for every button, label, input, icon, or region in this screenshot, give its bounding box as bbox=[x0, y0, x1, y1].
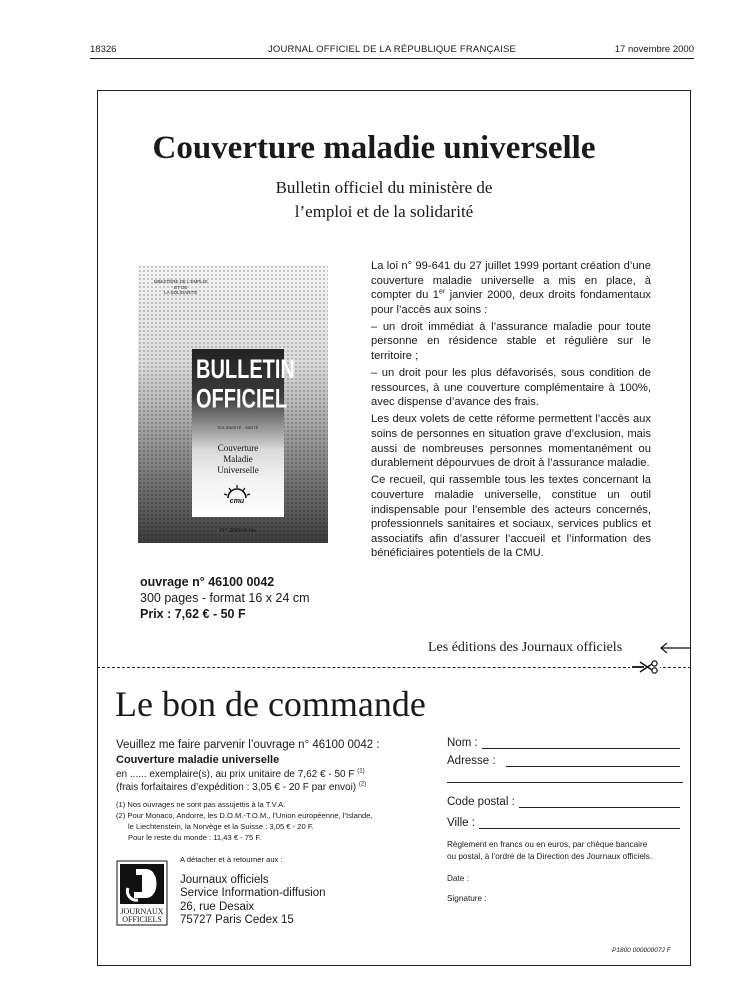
body-text: janvier 2000, deux droits fondamentaux pour l’accès aux soins : bbox=[371, 289, 652, 316]
order-book-title: Couverture maladie universelle bbox=[116, 754, 280, 766]
order-line bbox=[116, 781, 426, 794]
return-label: A détacher et à retourner aux : bbox=[180, 855, 283, 864]
journal-title: JOURNAL OFFICIEL DE LA RÉPUBLIQUE FRANÇAISE bbox=[267, 44, 517, 55]
order-shipping-line: (frais forfaitaires d’expédition : 3,05 € - 20 F par envoi) bbox=[116, 782, 357, 793]
cover-cmu-title bbox=[196, 443, 280, 476]
footnote-ref: (2) bbox=[358, 781, 367, 788]
cover-bulletin-officiel bbox=[196, 355, 295, 415]
cover-bulletin: BULLETIN bbox=[196, 355, 295, 385]
nom-field[interactable] bbox=[447, 737, 680, 749]
address-line: 75727 Paris Cedex 15 bbox=[180, 913, 294, 926]
address-line: Service Information-diffusion bbox=[180, 887, 326, 900]
address-line: 26, rue Desaix bbox=[180, 900, 255, 913]
ad-title: Couverture maladie universelle bbox=[152, 130, 596, 166]
book-reference bbox=[140, 574, 310, 622]
body-text: La loi n° 99-641 du 27 juillet 1999 portant création d’une couverture maladie universelle a mis en place, à compter du 1 bbox=[371, 260, 651, 302]
cut-line bbox=[97, 667, 691, 668]
cover-cmu-line: Maladie bbox=[223, 454, 253, 464]
nom-label: Nom : bbox=[447, 737, 478, 749]
nom-input-line[interactable] bbox=[482, 739, 680, 749]
signature-label[interactable]: Signature : bbox=[447, 894, 487, 903]
ville-input-line[interactable] bbox=[479, 819, 680, 829]
payment-instructions bbox=[447, 839, 687, 862]
subtitle-line-1: Bulletin officiel du ministère de bbox=[275, 178, 493, 197]
logo-line-2: OFFICIELS bbox=[122, 915, 162, 924]
arrow-left-icon bbox=[658, 641, 692, 655]
cover-ministry-line: ET DE bbox=[174, 284, 188, 290]
adresse-field[interactable] bbox=[447, 755, 680, 767]
cmu-sun-logo-icon bbox=[222, 483, 252, 505]
body-paragraph: Ce recueil, qui rassemble tous les textes concernant la couverture maladie universelle, constitue un outil indispensable pour l’ensemble des acteurs concernés, professionnels sanitaires et sociaux, services publics et associatifs afin d’assurer l’accueil et l’information des bénéficiaires potentiels de la CMU. bbox=[371, 474, 651, 560]
cmu-logo-text: cmu bbox=[229, 498, 245, 505]
page-header bbox=[90, 44, 694, 58]
order-line: Veuillez me faire parvenir l’ouvrage n° 46100 0042 : bbox=[116, 739, 380, 751]
order-footnotes bbox=[116, 799, 426, 843]
body-superscript: er bbox=[439, 288, 446, 296]
subtitle-line-2: l’emploi et de la solidarité bbox=[294, 202, 474, 221]
order-form-title: Le bon de commande bbox=[115, 684, 426, 724]
code-postal-input-line[interactable] bbox=[519, 798, 680, 808]
book-cover-image bbox=[138, 265, 328, 543]
footnote: (2) Pour Monaco, Andorre, les D.O.M.-T.O.M., l’Union européenne, l’Islande, bbox=[116, 811, 373, 820]
ouvrage-number: ouvrage n° 46100 0042 bbox=[140, 575, 275, 589]
cover-small-text: SOLIDARITÉ - SANTÉ bbox=[217, 425, 259, 430]
book-price: Prix : 7,62 € - 50 F bbox=[140, 607, 246, 621]
date-label[interactable]: Date : bbox=[447, 874, 469, 883]
page-number: 18326 bbox=[90, 44, 117, 55]
adresse-input-line-2[interactable] bbox=[447, 773, 683, 783]
body-paragraph: Les deux volets de cette réforme permettent l’accès aux soins de personnes en situation grave d’exclusion, mais aussi de nombreuses personnes momentanément ou durablement dépourvues de droit à l’assurance maladie. bbox=[371, 413, 651, 470]
order-line bbox=[116, 768, 426, 781]
body-paragraph: – un droit immédiat à l’assurance maladie pour toute personne en résidence stable et régulière sur le territoire ; bbox=[371, 320, 651, 363]
ad-body-text bbox=[371, 259, 651, 563]
cover-ministry-line: MINISTÈRE DE L’EMPLOI bbox=[154, 279, 208, 284]
cover-officiel: OFFICIEL bbox=[196, 384, 288, 415]
publisher-credit: Les éditions des Journaux officiels bbox=[428, 640, 623, 655]
issue-date: 17 novembre 2000 bbox=[614, 44, 694, 55]
footnote: (1) Nos ouvrages ne sont pas assujettis à la T.V.A. bbox=[116, 800, 286, 809]
logo-line-1: JOURNAUX bbox=[120, 907, 164, 916]
adresse-field-line-2[interactable] bbox=[447, 773, 683, 783]
cover-number: N° 2000/4 bis bbox=[219, 527, 257, 534]
adresse-label: Adresse : bbox=[447, 755, 496, 767]
cover-cmu-line: Couverture bbox=[217, 443, 259, 453]
book-format: 300 pages - format 16 x 24 cm bbox=[140, 591, 310, 605]
ville-label: Ville : bbox=[447, 817, 475, 829]
header-rule bbox=[90, 58, 694, 59]
ad-subtitle bbox=[0, 176, 748, 224]
cover-ministry-line: LA SOLIDARITÉ bbox=[164, 290, 198, 295]
adresse-input-line[interactable] bbox=[506, 757, 680, 767]
payment-line: Règlement en francs ou en euros, par chèque bancaire bbox=[447, 840, 648, 849]
code-postal-field[interactable] bbox=[447, 796, 680, 808]
payment-line: ou postal, à l’ordre de la Direction des Journaux officiels. bbox=[447, 851, 653, 861]
code-postal-label: Code postal : bbox=[447, 796, 515, 808]
journaux-officiels-logo bbox=[116, 860, 168, 926]
footnote: le Liechtenstein, la Norvège et la Suisse : 3,05 € - 20 F. bbox=[128, 822, 314, 831]
body-paragraph bbox=[371, 259, 651, 317]
cover-ministry bbox=[154, 279, 208, 296]
order-quantity-line: en ...... exemplaire(s), au prix unitaire de 7,62 € - 50 F bbox=[116, 769, 355, 780]
body-paragraph: – un droit pour les plus défavorisés, sous condition de ressources, à une couverture complémentaire à 100%, avec dispense d’avance des frais. bbox=[371, 367, 651, 409]
document-code: P1800 00000007J F bbox=[612, 947, 671, 954]
ville-field[interactable] bbox=[447, 817, 680, 829]
address-line: Journaux officiels bbox=[180, 874, 269, 886]
scissors-icon bbox=[630, 659, 660, 675]
cover-cmu-line: Universelle bbox=[217, 465, 259, 475]
return-address bbox=[180, 874, 326, 927]
footnote: Pour le reste du monde : 11,43 € - 75 F. bbox=[128, 833, 262, 842]
order-text bbox=[116, 738, 426, 794]
footnote-ref: (1) bbox=[357, 768, 365, 775]
